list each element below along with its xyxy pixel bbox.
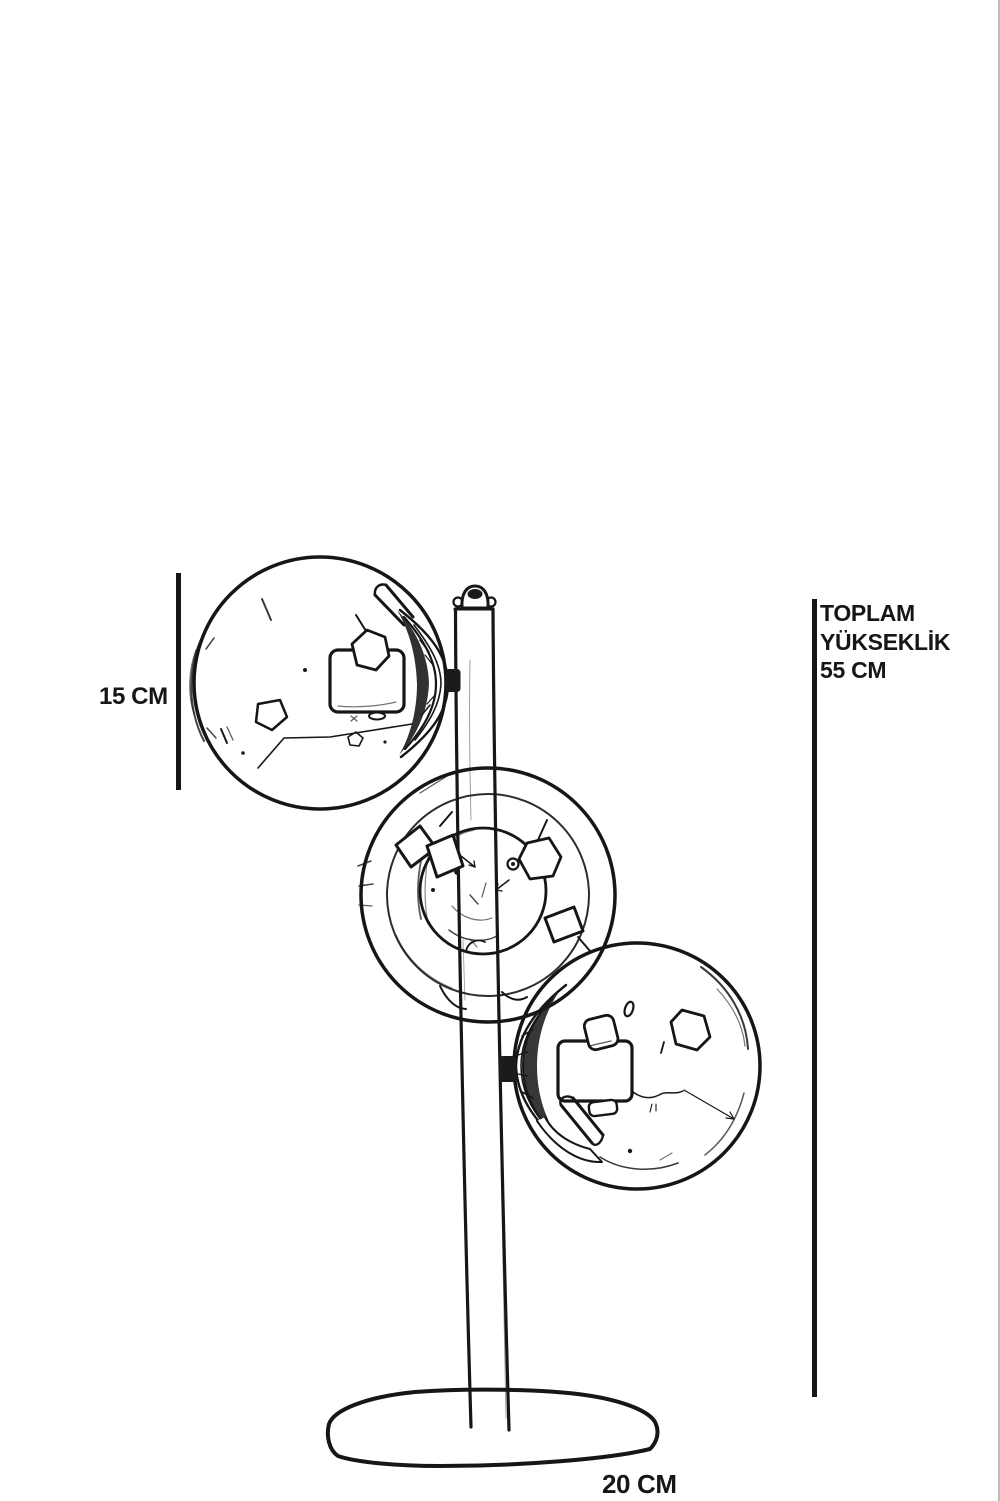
bottom-globe-outline xyxy=(514,943,760,1189)
globe-height-dimension-line xyxy=(176,573,181,790)
lamp-base xyxy=(328,1390,658,1466)
base-width-label: 20 CM xyxy=(602,1469,677,1499)
globe-height-label: 15 CM xyxy=(99,683,168,710)
total-height-label-line1: TOPLAM xyxy=(820,600,915,626)
top-globe-bulb xyxy=(352,630,389,670)
total-height-label-line3: 55 CM xyxy=(820,657,887,683)
total-height-label xyxy=(820,599,950,685)
pole-top-finial xyxy=(454,586,496,608)
bottom-globe-mount-bolt xyxy=(499,1056,516,1082)
top-globe-mount-bolt xyxy=(446,669,461,692)
bottom-globe xyxy=(499,943,760,1189)
bottom-globe-bulb xyxy=(583,1014,620,1051)
middle-globe-outline xyxy=(361,768,615,1022)
total-height-dimension-line xyxy=(812,599,817,1397)
middle-globe xyxy=(358,768,615,1022)
total-height-label-line2: YÜKSEKLİK xyxy=(820,628,951,655)
top-globe xyxy=(190,557,461,809)
top-globe-outline xyxy=(194,557,446,809)
